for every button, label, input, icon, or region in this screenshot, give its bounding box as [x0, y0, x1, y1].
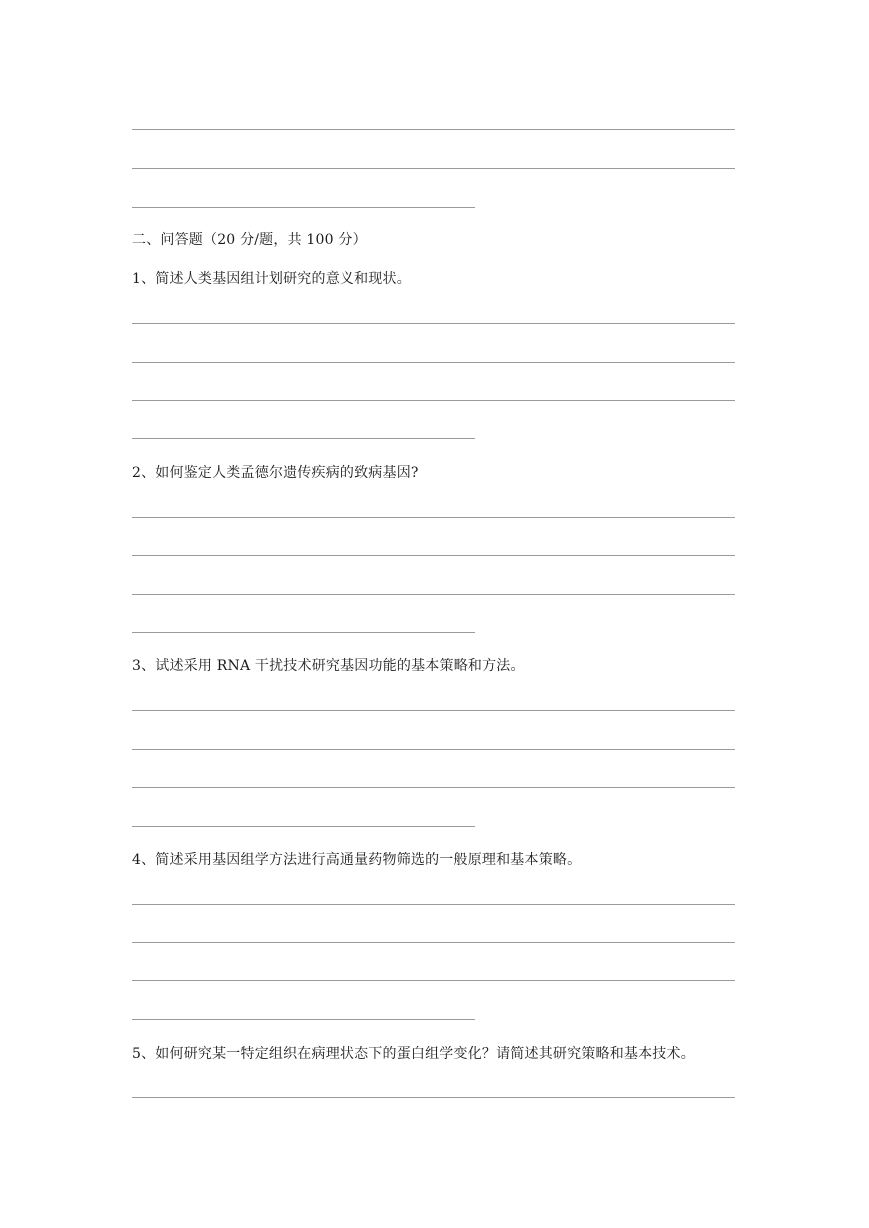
answer-line	[132, 1019, 475, 1020]
question-4: 4、简述采用基因组学方法进行高通量药物筛选的一般原理和基本策略。	[132, 852, 582, 868]
answer-line	[132, 826, 475, 827]
answer-line	[132, 207, 475, 208]
answer-line	[132, 438, 475, 439]
answer-line	[132, 787, 735, 788]
answer-line	[132, 904, 735, 905]
question-3: 3、试述采用 RNA 干扰技术研究基因功能的基本策略和方法。	[132, 658, 525, 674]
answer-line	[132, 1097, 735, 1098]
answer-line	[132, 362, 735, 363]
answer-line	[132, 129, 735, 130]
answer-line	[132, 400, 735, 401]
question-1: 1、简述人类基因组计划研究的意义和现状。	[132, 271, 411, 287]
answer-line	[132, 980, 735, 981]
answer-line	[132, 942, 735, 943]
question-5: 5、如何研究某一特定组织在病理状态下的蛋白组学变化？请简述其研究策略和基本技术。	[132, 1046, 695, 1062]
answer-line	[132, 632, 475, 633]
answer-line	[132, 323, 735, 324]
answer-line	[132, 594, 735, 595]
question-2: 2、如何鉴定人类孟德尔遗传疾病的致病基因?	[132, 465, 419, 481]
answer-line	[132, 749, 735, 750]
answer-line	[132, 168, 735, 169]
answer-line	[132, 555, 735, 556]
answer-line	[132, 710, 735, 711]
answer-line	[132, 517, 735, 518]
section-heading: 二、问答题（20 分/题，共 100 分）	[132, 232, 367, 248]
